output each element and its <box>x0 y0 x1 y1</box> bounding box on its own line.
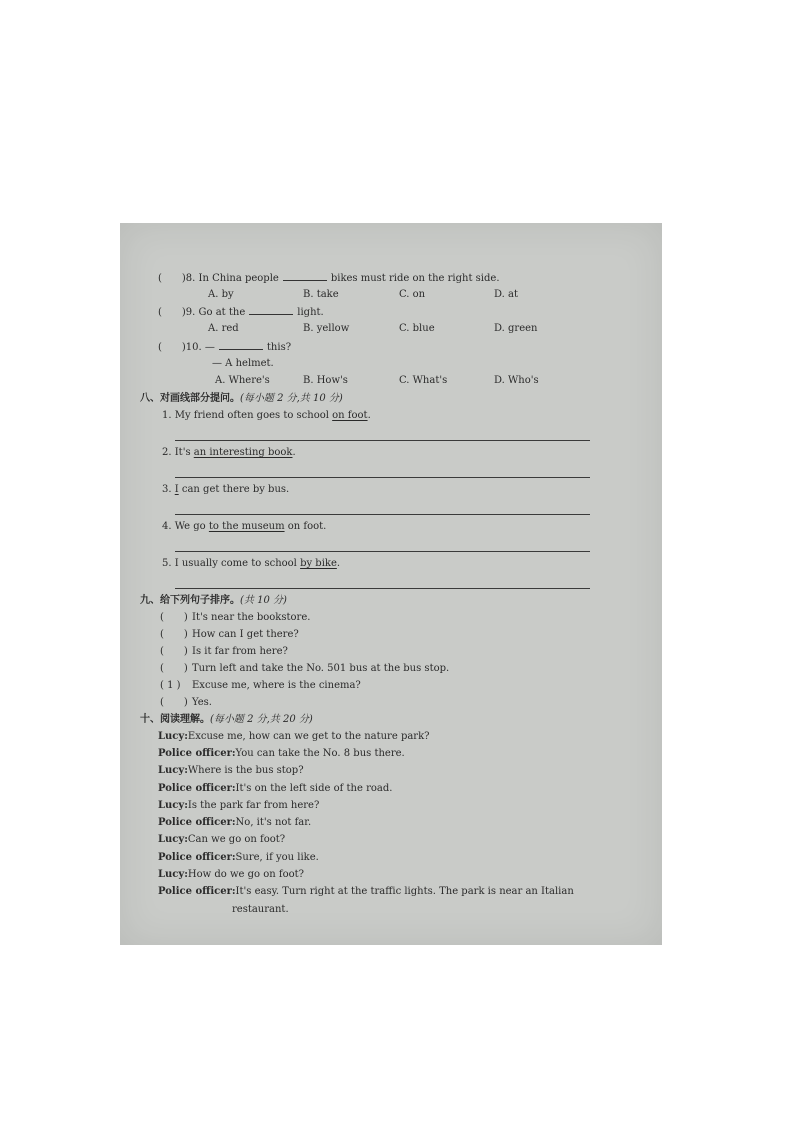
option-b: B. take <box>303 289 339 300</box>
rewrite-item-2: 2. It's an interesting book. <box>162 447 296 458</box>
answer-line[interactable] <box>175 588 590 589</box>
underlined-part: on foot <box>332 410 368 421</box>
rewrite-item-1: 1. My friend often goes to school on foot. <box>162 410 371 421</box>
option-c: C. What's <box>399 375 448 386</box>
rewrite-item-4: 4. We go to the museum on foot. <box>162 521 327 532</box>
order-answer-box[interactable]: ( ) <box>160 629 188 640</box>
dialogue-line: Lucy:Can we go on foot? <box>158 834 286 845</box>
speaker: Police officer: <box>158 748 236 759</box>
answer-line[interactable] <box>175 477 590 478</box>
question-text: this? <box>266 342 292 353</box>
order-item: ( ) Is it far from here? <box>160 646 288 657</box>
order-item: ( ) Yes. <box>160 697 212 708</box>
rewrite-item-5: 5. I usually come to school by bike. <box>162 558 341 569</box>
underlined-part: I <box>174 484 179 495</box>
dialogue-line: Police officer:It's on the left side of the road. <box>158 783 393 794</box>
speaker: Lucy: <box>158 765 188 776</box>
option-c: C. on <box>399 289 426 300</box>
order-answer-box[interactable]: ( ) <box>160 697 188 708</box>
speaker: Police officer: <box>158 817 236 828</box>
question-number: ( )9. <box>158 307 196 318</box>
section-9-header <box>140 594 287 607</box>
speaker: Police officer: <box>158 886 236 897</box>
question-text: — <box>204 342 215 353</box>
option-a: A. by <box>208 289 234 300</box>
underlined-part: to the museum <box>208 521 285 532</box>
answer-blank[interactable] <box>249 305 293 315</box>
section-title: 九、给下列句子排序。 <box>140 595 240 606</box>
option-b: B. yellow <box>303 323 350 334</box>
option-c: C. blue <box>399 323 435 334</box>
dialogue-line: Police officer:Sure, if you like. <box>158 852 319 863</box>
section-note: (每小题 2 分,共 10 分) <box>240 393 343 404</box>
dialogue-line: Lucy:How do we go on foot? <box>158 869 305 880</box>
order-item: ( ) Turn left and take the No. 501 bus at the bus stop. <box>160 663 450 674</box>
option-a: A. red <box>208 323 239 334</box>
order-answer-box[interactable]: ( 1 ) <box>160 680 181 691</box>
dialogue-line: Lucy:Is the park far from here? <box>158 800 320 811</box>
answer-line[interactable] <box>175 551 590 552</box>
underlined-part: an interesting book <box>193 447 293 458</box>
section-8-header <box>140 392 343 405</box>
speaker: Police officer: <box>158 783 236 794</box>
exam-sheet <box>120 223 662 945</box>
dialogue-answer: — A helmet. <box>212 358 274 369</box>
question-8 <box>158 271 500 285</box>
rewrite-item-3: 3. I can get there by bus. <box>162 484 290 495</box>
section-title: 十、阅读理解。 <box>140 714 210 725</box>
question-9 <box>158 305 324 319</box>
speaker: Lucy: <box>158 731 188 742</box>
dialogue-line: Police officer:It's easy. Turn right at the traffic lights. The park is near an Italian <box>158 886 574 897</box>
option-b: B. How's <box>303 375 348 386</box>
section-10-header <box>140 713 313 726</box>
answer-line[interactable] <box>175 440 590 441</box>
question-number: ( )10. <box>158 342 202 353</box>
order-answer-box[interactable]: ( ) <box>160 612 188 623</box>
speaker: Lucy: <box>158 800 188 811</box>
question-text: In China people <box>198 273 279 284</box>
order-item: ( ) How can I get there? <box>160 629 299 640</box>
option-d: D. at <box>494 289 518 300</box>
answer-line[interactable] <box>175 514 590 515</box>
answer-blank[interactable] <box>219 340 263 350</box>
underlined-part: by bike <box>300 558 337 569</box>
option-d: D. green <box>494 323 538 334</box>
question-text: Go at the <box>198 307 246 318</box>
question-text: light. <box>297 307 324 318</box>
speaker: Lucy: <box>158 834 188 845</box>
question-number: ( )8. <box>158 273 196 284</box>
dialogue-continuation: restaurant. <box>232 904 289 915</box>
dialogue-line: Lucy:Where is the bus stop? <box>158 765 304 776</box>
dialogue-line: Police officer:No, it's not far. <box>158 817 312 828</box>
section-note: (共 10 分) <box>240 595 287 606</box>
speaker: Lucy: <box>158 869 188 880</box>
option-a: A. Where's <box>215 375 270 386</box>
answer-blank[interactable] <box>283 271 327 281</box>
order-answer-box[interactable]: ( ) <box>160 646 188 657</box>
speaker: Police officer: <box>158 852 236 863</box>
order-item: ( ) It's near the bookstore. <box>160 612 311 623</box>
dialogue-line: Police officer:You can take the No. 8 bus there. <box>158 748 405 759</box>
section-note: (每小题 2 分,共 20 分) <box>210 714 313 725</box>
section-title: 八、对画线部分提问。 <box>140 393 240 404</box>
order-answer-box[interactable]: ( ) <box>160 663 188 674</box>
option-d: D. Who's <box>494 375 539 386</box>
question-text: bikes must ride on the right side. <box>330 273 500 284</box>
dialogue-line: Lucy:Excuse me, how can we get to the nature park? <box>158 731 430 742</box>
question-10 <box>158 340 291 354</box>
order-item: ( 1 ) Excuse me, where is the cinema? <box>160 680 361 691</box>
